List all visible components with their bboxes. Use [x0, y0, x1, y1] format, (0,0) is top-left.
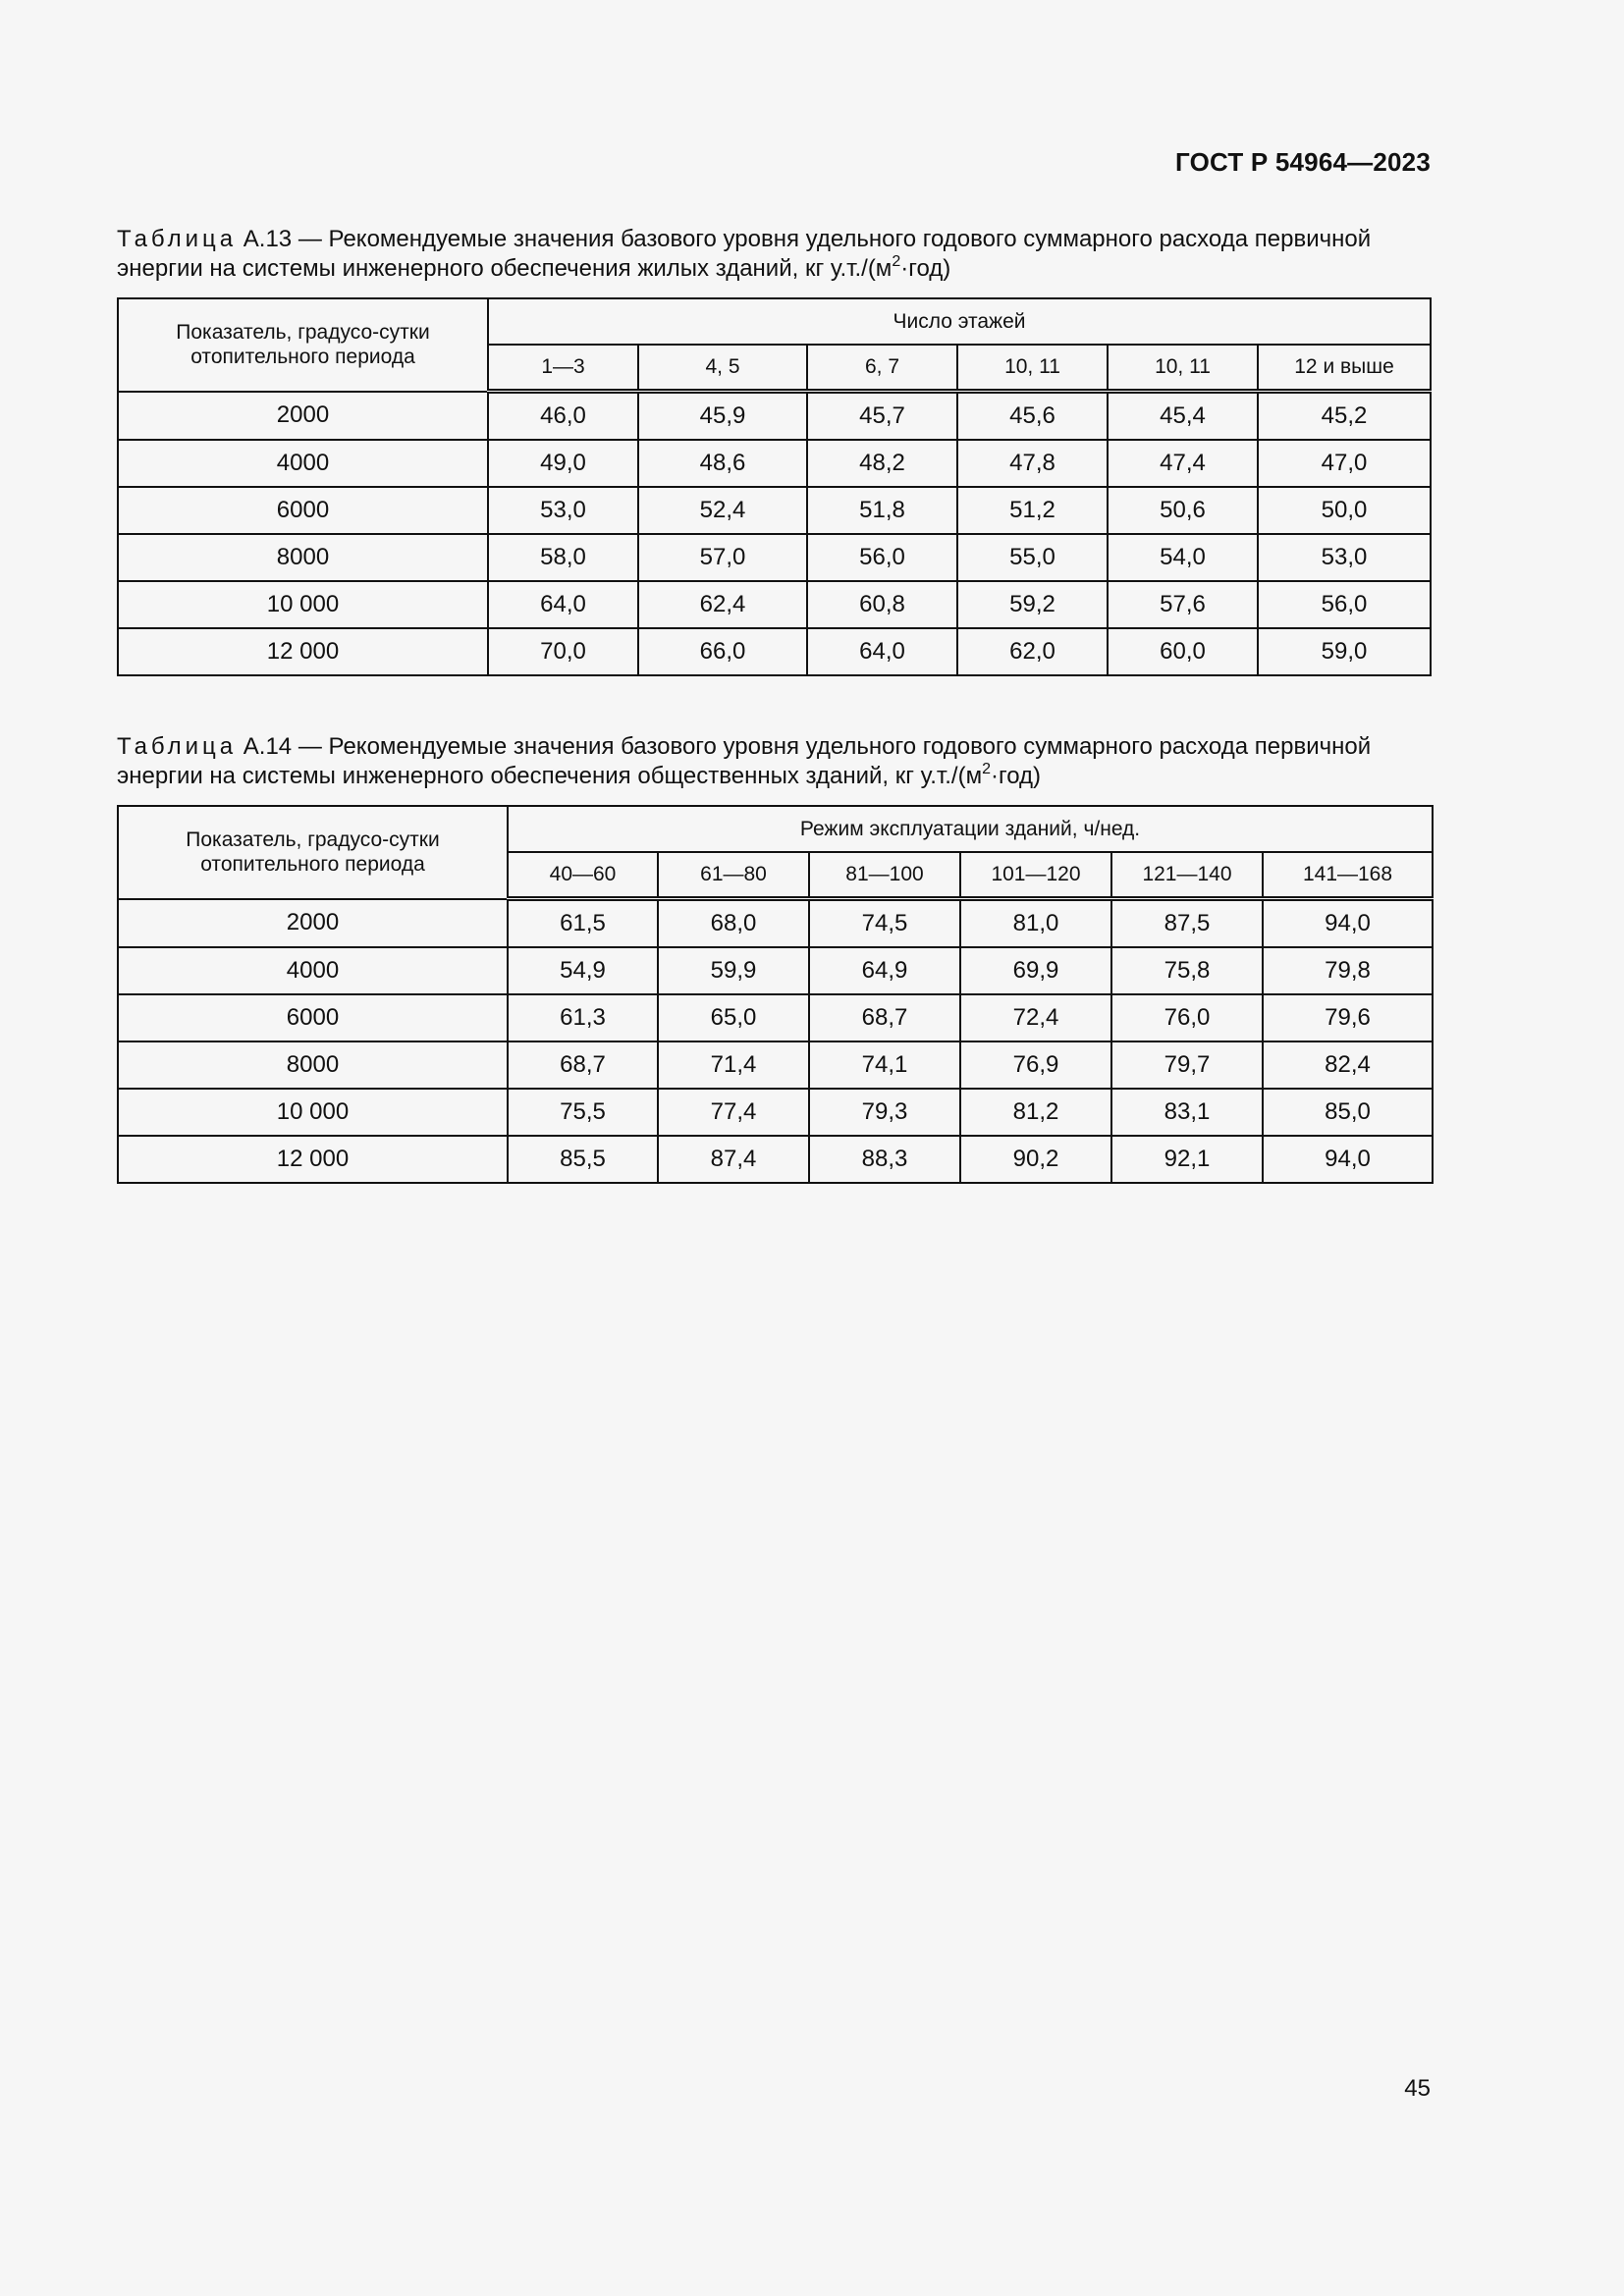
- row-label: 6000: [118, 994, 508, 1041]
- table-cell: 61,3: [508, 994, 658, 1041]
- table-cell: 46,0: [488, 392, 638, 441]
- table-cell: 90,2: [960, 1136, 1111, 1183]
- table-cell: 68,7: [508, 1041, 658, 1089]
- table-row: [118, 534, 1431, 581]
- stub-header: Показатель, градусо-сутки отопительного периода: [118, 806, 508, 899]
- row-label: 4000: [118, 947, 508, 994]
- table-cell: 65,0: [658, 994, 809, 1041]
- table-a14: [117, 805, 1434, 1184]
- group-header: Число этажей: [488, 298, 1431, 345]
- table-cell: 45,2: [1258, 392, 1431, 441]
- table-cell: 50,0: [1258, 487, 1431, 534]
- caption-word: Таблица: [117, 226, 238, 252]
- table-cell: 77,4: [658, 1089, 809, 1136]
- table-cell: 83,1: [1111, 1089, 1263, 1136]
- table-cell: 45,6: [957, 392, 1108, 441]
- table-cell: 60,8: [807, 581, 957, 628]
- table-row: [118, 1136, 1433, 1183]
- table-row: [118, 947, 1433, 994]
- table-cell: 48,6: [638, 440, 807, 487]
- row-label: 10 000: [118, 1089, 508, 1136]
- table-cell: 51,8: [807, 487, 957, 534]
- table-row: [118, 899, 1433, 948]
- row-label: 4000: [118, 440, 488, 487]
- table-cell: 72,4: [960, 994, 1111, 1041]
- table-row: [118, 487, 1431, 534]
- table-a14-caption: [117, 732, 1431, 791]
- table-cell: 52,4: [638, 487, 807, 534]
- table-row: [118, 994, 1433, 1041]
- table-cell: 56,0: [1258, 581, 1431, 628]
- table-cell: 74,5: [809, 899, 960, 948]
- table-cell: 81,0: [960, 899, 1111, 948]
- table-cell: 64,9: [809, 947, 960, 994]
- table-cell: 62,4: [638, 581, 807, 628]
- table-cell: 82,4: [1263, 1041, 1433, 1089]
- group-header: Режим эксплуатации зданий, ч/нед.: [508, 806, 1433, 852]
- table-cell: 76,0: [1111, 994, 1263, 1041]
- table-cell: 94,0: [1263, 899, 1433, 948]
- row-label: 12 000: [118, 1136, 508, 1183]
- table-row: [118, 1041, 1433, 1089]
- caption-text: — Рекомендуемые значения базового уровня удельного годового суммарного расхода первичной энергии на системы инженерного обеспечения общественных зданий, кг у.т./(м: [117, 733, 1372, 789]
- table-cell: 59,0: [1258, 628, 1431, 675]
- table-cell: 50,6: [1108, 487, 1258, 534]
- table-cell: 79,3: [809, 1089, 960, 1136]
- table-cell: 87,4: [658, 1136, 809, 1183]
- table-cell: 58,0: [488, 534, 638, 581]
- table-cell: 75,8: [1111, 947, 1263, 994]
- table-cell: 56,0: [807, 534, 957, 581]
- row-label: 6000: [118, 487, 488, 534]
- table-cell: 92,1: [1111, 1136, 1263, 1183]
- caption-number: А.13: [243, 226, 293, 252]
- column-header: 81—100: [809, 852, 960, 899]
- table-cell: 85,0: [1263, 1089, 1433, 1136]
- column-header: 61—80: [658, 852, 809, 899]
- caption-tail: ·год): [900, 255, 951, 282]
- table-a13: [117, 297, 1432, 676]
- table-cell: 79,8: [1263, 947, 1433, 994]
- column-header: 4, 5: [638, 345, 807, 392]
- column-header: 6, 7: [807, 345, 957, 392]
- caption-word: Таблица: [117, 733, 238, 760]
- table-cell: 62,0: [957, 628, 1108, 675]
- table-cell: 68,7: [809, 994, 960, 1041]
- caption-number: А.14: [243, 733, 293, 760]
- table-cell: 57,6: [1108, 581, 1258, 628]
- row-label: 10 000: [118, 581, 488, 628]
- table-cell: 57,0: [638, 534, 807, 581]
- row-label: 12 000: [118, 628, 488, 675]
- table-cell: 59,9: [658, 947, 809, 994]
- table-row: [118, 628, 1431, 675]
- caption-text: — Рекомендуемые значения базового уровня удельного годового суммарного расхода первичной энергии на системы инженерного обеспечения жилых зданий, кг у.т./(м: [117, 226, 1372, 282]
- table-cell: 81,2: [960, 1089, 1111, 1136]
- stub-header: Показатель, градусо-сутки отопительного периода: [118, 298, 488, 392]
- table-cell: 74,1: [809, 1041, 960, 1089]
- table-cell: 94,0: [1263, 1136, 1433, 1183]
- column-header: 10, 11: [957, 345, 1108, 392]
- row-label: 2000: [118, 392, 488, 441]
- row-label: 2000: [118, 899, 508, 948]
- caption-superscript: 2: [892, 253, 901, 270]
- table-cell: 48,2: [807, 440, 957, 487]
- table-cell: 53,0: [1258, 534, 1431, 581]
- table-cell: 85,5: [508, 1136, 658, 1183]
- column-header: 12 и выше: [1258, 345, 1431, 392]
- table-cell: 54,0: [1108, 534, 1258, 581]
- table-cell: 45,4: [1108, 392, 1258, 441]
- table-cell: 79,6: [1263, 994, 1433, 1041]
- column-header: 141—168: [1263, 852, 1433, 899]
- table-cell: 47,4: [1108, 440, 1258, 487]
- table-row: [118, 440, 1431, 487]
- table-cell: 45,7: [807, 392, 957, 441]
- column-header: 1—3: [488, 345, 638, 392]
- row-label: 8000: [118, 534, 488, 581]
- table-row: [118, 392, 1431, 441]
- table-cell: 64,0: [488, 581, 638, 628]
- row-label: 8000: [118, 1041, 508, 1089]
- page-number: 45: [1404, 2075, 1431, 2102]
- table-a13-caption: [117, 225, 1431, 284]
- column-header: 10, 11: [1108, 345, 1258, 392]
- table-cell: 47,8: [957, 440, 1108, 487]
- table-cell: 47,0: [1258, 440, 1431, 487]
- table-cell: 49,0: [488, 440, 638, 487]
- table-cell: 75,5: [508, 1089, 658, 1136]
- table-cell: 59,2: [957, 581, 1108, 628]
- table-row: [118, 581, 1431, 628]
- column-header: 40—60: [508, 852, 658, 899]
- standard-id: ГОСТ Р 54964—2023: [1175, 147, 1431, 177]
- table-cell: 71,4: [658, 1041, 809, 1089]
- table-cell: 87,5: [1111, 899, 1263, 948]
- table-cell: 55,0: [957, 534, 1108, 581]
- table-cell: 45,9: [638, 392, 807, 441]
- table-cell: 60,0: [1108, 628, 1258, 675]
- column-header: 101—120: [960, 852, 1111, 899]
- caption-superscript: 2: [982, 761, 991, 777]
- column-header: 121—140: [1111, 852, 1263, 899]
- table-cell: 76,9: [960, 1041, 1111, 1089]
- table-cell: 70,0: [488, 628, 638, 675]
- table-cell: 79,7: [1111, 1041, 1263, 1089]
- table-row: [118, 1089, 1433, 1136]
- table-cell: 64,0: [807, 628, 957, 675]
- table-cell: 68,0: [658, 899, 809, 948]
- table-cell: 61,5: [508, 899, 658, 948]
- table-cell: 51,2: [957, 487, 1108, 534]
- caption-tail: ·год): [991, 763, 1042, 789]
- table-cell: 54,9: [508, 947, 658, 994]
- table-cell: 53,0: [488, 487, 638, 534]
- table-cell: 69,9: [960, 947, 1111, 994]
- table-cell: 66,0: [638, 628, 807, 675]
- table-cell: 88,3: [809, 1136, 960, 1183]
